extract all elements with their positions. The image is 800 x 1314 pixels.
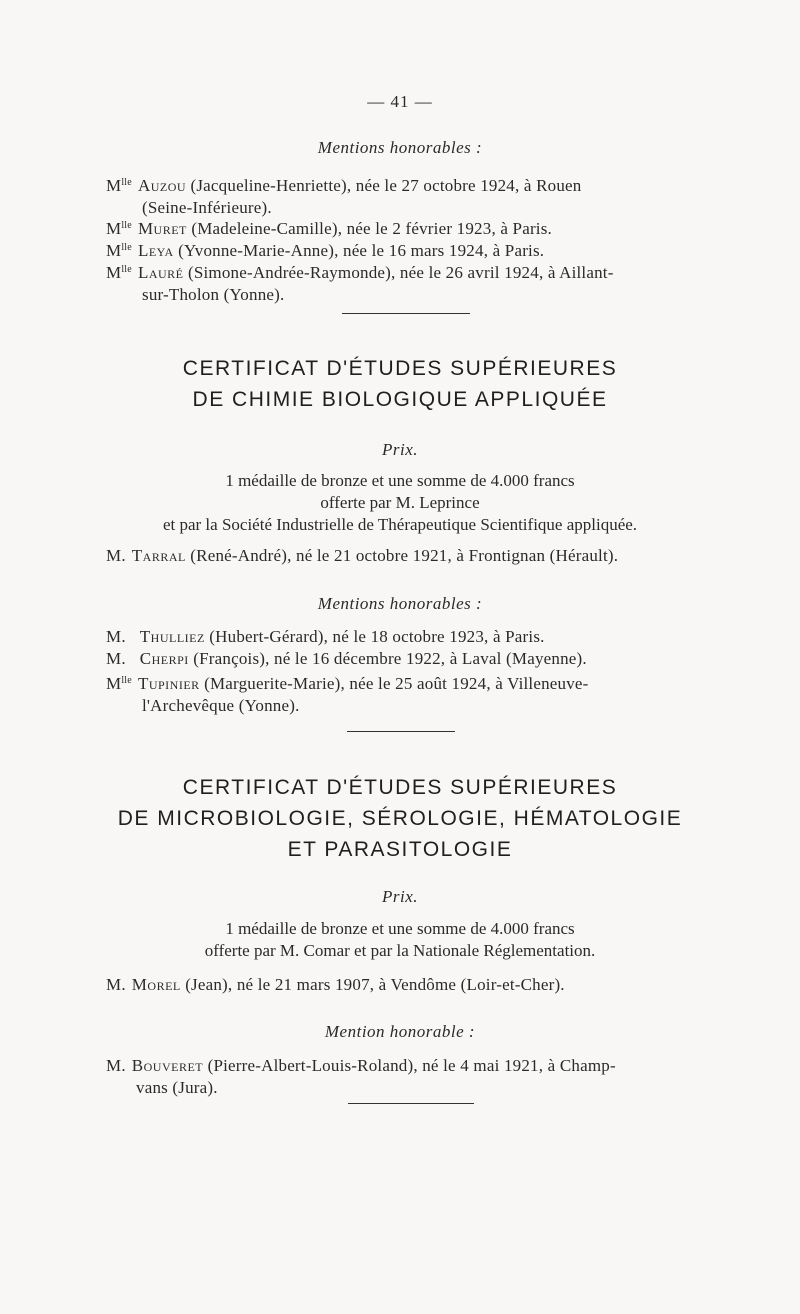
list-item: $M^{lle}$ Tupinier (Marguerite-Marie), née le 25 août 1924, à Villeneuve- l'Archevêque (Yonne).: [106, 674, 589, 715]
section-heading: CERTIFICAT D'ÉTUDES SUPÉRIEURES DE MICROBIOLOGIE, SÉROLOGIE, HÉMATOLOGIE ET PARASITOLOGIE: [117, 776, 683, 861]
prize-winner: M. Morel (Jean), né le 21 mars 1907, à Vendôme (Loir-et-Cher).: [106, 975, 565, 994]
prix-label: Prix.: [381, 887, 419, 906]
prize-description: 1 médaille de bronze et une somme de 4.000 francs offerte par M. Comar et par la Nationale Réglementation.: [204, 919, 596, 960]
divider: [348, 1103, 474, 1104]
mentions-title: Mentions honorables :: [317, 594, 483, 613]
list-item: $M^{lle}$ Lauré (Simone-Andrée-Raymonde), née le 26 avril 1924, à Aillant- sur-Tholon (Yonne).: [106, 263, 614, 304]
list-item: $M^{lle}$ Muret (Madeleine-Camille), née le 2 février 1923, à Paris.: [106, 219, 552, 238]
surname: Lauré: [137, 263, 184, 282]
list-item: $M^{lle}$ Leya (Yvonne-Marie-Anne), née le 16 mars 1924, à Paris.: [106, 241, 545, 260]
list-item: M. Bouveret (Pierre-Albert-Louis-Roland), né le 4 mai 1921, à Champ- vans (Jura).: [106, 1056, 616, 1097]
list-item: $M^{lle}$ Auzou (Jacqueline-Henriette), née le 27 octobre 1924, à Rouen (Seine-Inférieure).: [106, 176, 582, 217]
prix-label: Prix.: [381, 440, 419, 459]
list-item: M. Thulliez (Hubert-Gérard), né le 18 octobre 1923, à Paris.: [106, 627, 545, 646]
surname: Morel: [131, 975, 181, 994]
surname: Cherpi: [139, 649, 189, 668]
surname: Tupinier: [137, 674, 200, 693]
divider: [342, 313, 470, 314]
surname: Leya: [137, 241, 174, 260]
surname: Bouveret: [131, 1056, 204, 1075]
surname: Muret: [137, 219, 187, 238]
surname: Auzou: [137, 176, 187, 195]
surname: Tarral: [131, 546, 186, 565]
divider: [347, 731, 455, 732]
mentions-title: Mentions honorables :: [317, 138, 483, 157]
mention-title: Mention honorable :: [324, 1022, 476, 1041]
section-heading: CERTIFICAT D'ÉTUDES SUPÉRIEURES DE CHIMIE BIOLOGIQUE APPLIQUÉE: [182, 357, 618, 411]
surname: Thulliez: [139, 627, 205, 646]
list-item: M. Cherpi (François), né le 16 décembre 1922, à Laval (Mayenne).: [106, 649, 587, 668]
prize-winner: M. Tarral (René-André), né le 21 octobre 1921, à Frontignan (Hérault).: [106, 546, 619, 565]
prize-description: 1 médaille de bronze et une somme de 4.000 francs offerte par M. Leprince et par la Société Industrielle de Thérapeutique Scientifique appliquée.: [162, 471, 638, 534]
page-number: — 41 —: [367, 92, 433, 111]
